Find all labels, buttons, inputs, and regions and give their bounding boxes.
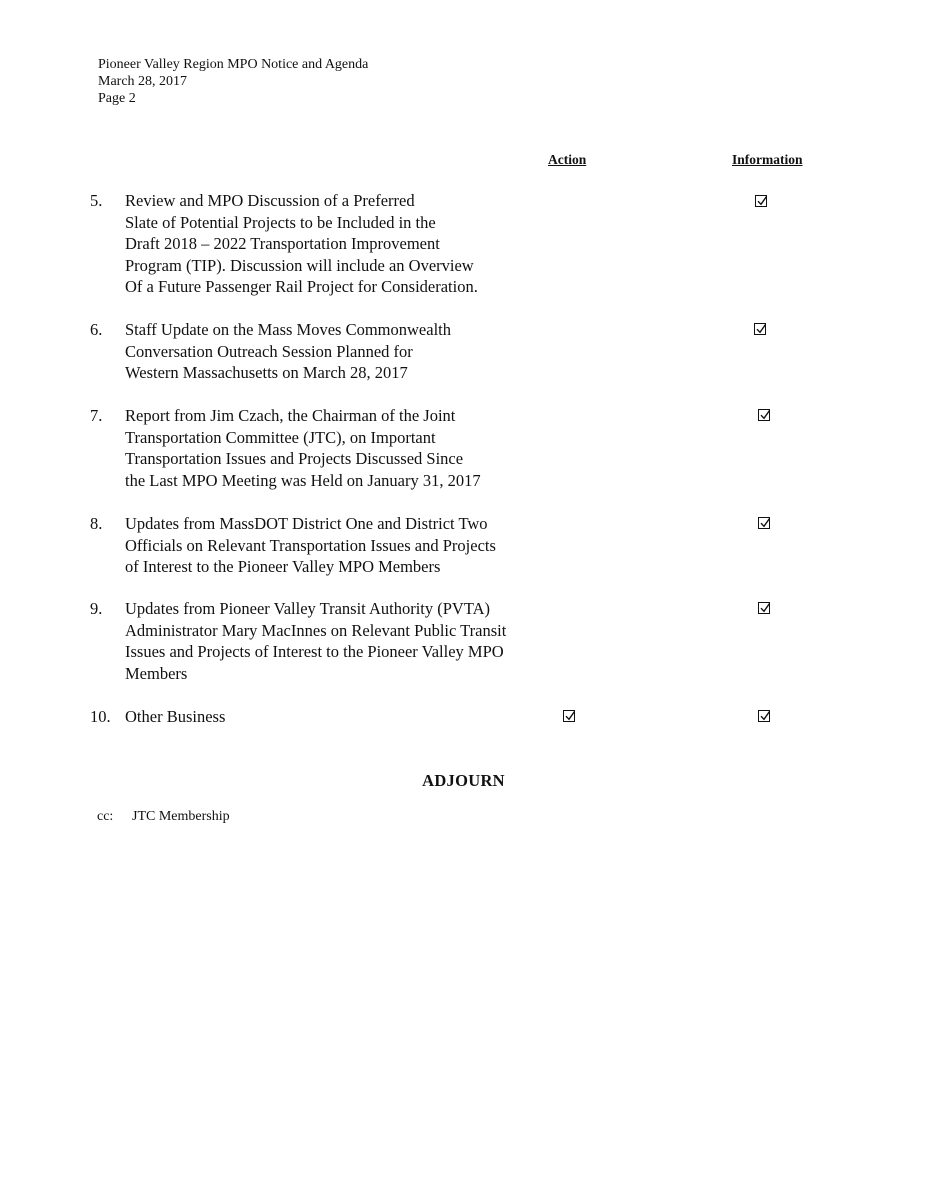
header-page-number: Page 2: [98, 91, 136, 106]
agenda-item-line: Western Massachusetts on March 28, 2017: [125, 363, 408, 383]
agenda-item-line: Slate of Potential Projects to be Included in the: [125, 212, 436, 232]
agenda-item-text: [125, 190, 565, 298]
agenda-item-number: 7.: [90, 406, 103, 425]
information-checkbox-icon: [754, 323, 766, 335]
agenda-item-number: 10.: [90, 707, 111, 726]
agenda-item-line: of Interest to the Pioneer Valley MPO Members: [125, 557, 441, 577]
agenda-item-number: 8.: [90, 514, 103, 533]
agenda-item-text: [125, 513, 565, 578]
agenda-item-line: Transportation Issues and Projects Discussed Since: [125, 449, 464, 469]
agenda-item-line: Transportation Committee (JTC), on Important: [125, 427, 436, 447]
agenda-item-line: Officials on Relevant Transportation Issues and Projects: [125, 535, 496, 555]
agenda-item-line: Report from Jim Czach, the Chairman of the Joint: [125, 406, 456, 425]
cc-recipients: JTC Membership: [132, 809, 230, 824]
agenda-item-line: Conversation Outreach Session Planned for: [125, 341, 413, 361]
agenda-item-line: Program (TIP). Discussion will include an Overview: [125, 255, 474, 275]
agenda-item-number: 5.: [90, 191, 103, 210]
information-checkbox-icon: [755, 195, 767, 207]
page-header: [98, 56, 368, 107]
header-title: Pioneer Valley Region MPO Notice and Agenda: [98, 57, 369, 72]
adjourn-heading: ADJOURN: [422, 771, 505, 790]
agenda-item-line: Draft 2018 – 2022 Transportation Improvement: [125, 234, 440, 254]
agenda-item-text: [125, 706, 565, 728]
information-checkbox-icon: [758, 409, 770, 421]
cc-line: [97, 809, 230, 825]
agenda-item-line: Updates from Pioneer Valley Transit Authority (PVTA): [125, 599, 491, 618]
cc-label: cc:: [97, 809, 114, 824]
agenda-item-text: [125, 598, 565, 684]
action-checkbox-icon: [563, 710, 575, 722]
agenda-item-line: Other Business: [125, 707, 226, 726]
column-header-action: Action: [548, 152, 587, 167]
column-header-information: Information: [732, 152, 803, 167]
agenda-item-line: Staff Update on the Mass Moves Commonwealth: [125, 320, 451, 339]
agenda-item-line: Members: [125, 663, 188, 683]
header-date: March 28, 2017: [98, 74, 188, 89]
agenda-item-number: 6.: [90, 320, 103, 339]
agenda-item-line: Issues and Projects of Interest to the Pioneer Valley MPO: [125, 642, 504, 662]
information-checkbox-icon: [758, 602, 770, 614]
agenda-item-line: Updates from MassDOT District One and District Two: [125, 514, 488, 533]
agenda-item-line: Review and MPO Discussion of a Preferred: [125, 191, 415, 210]
agenda-item-text: [125, 319, 565, 384]
agenda-item-line: the Last MPO Meeting was Held on January 31, 2017: [125, 470, 481, 490]
information-checkbox-icon: [758, 517, 770, 529]
information-checkbox-icon: [758, 710, 770, 722]
agenda-item-line: Administrator Mary MacInnes on Relevant Public Transit: [125, 620, 507, 640]
agenda-item-line: Of a Future Passenger Rail Project for Consideration.: [125, 277, 478, 297]
agenda-item-text: [125, 405, 565, 491]
agenda-item-number: 9.: [90, 599, 103, 618]
